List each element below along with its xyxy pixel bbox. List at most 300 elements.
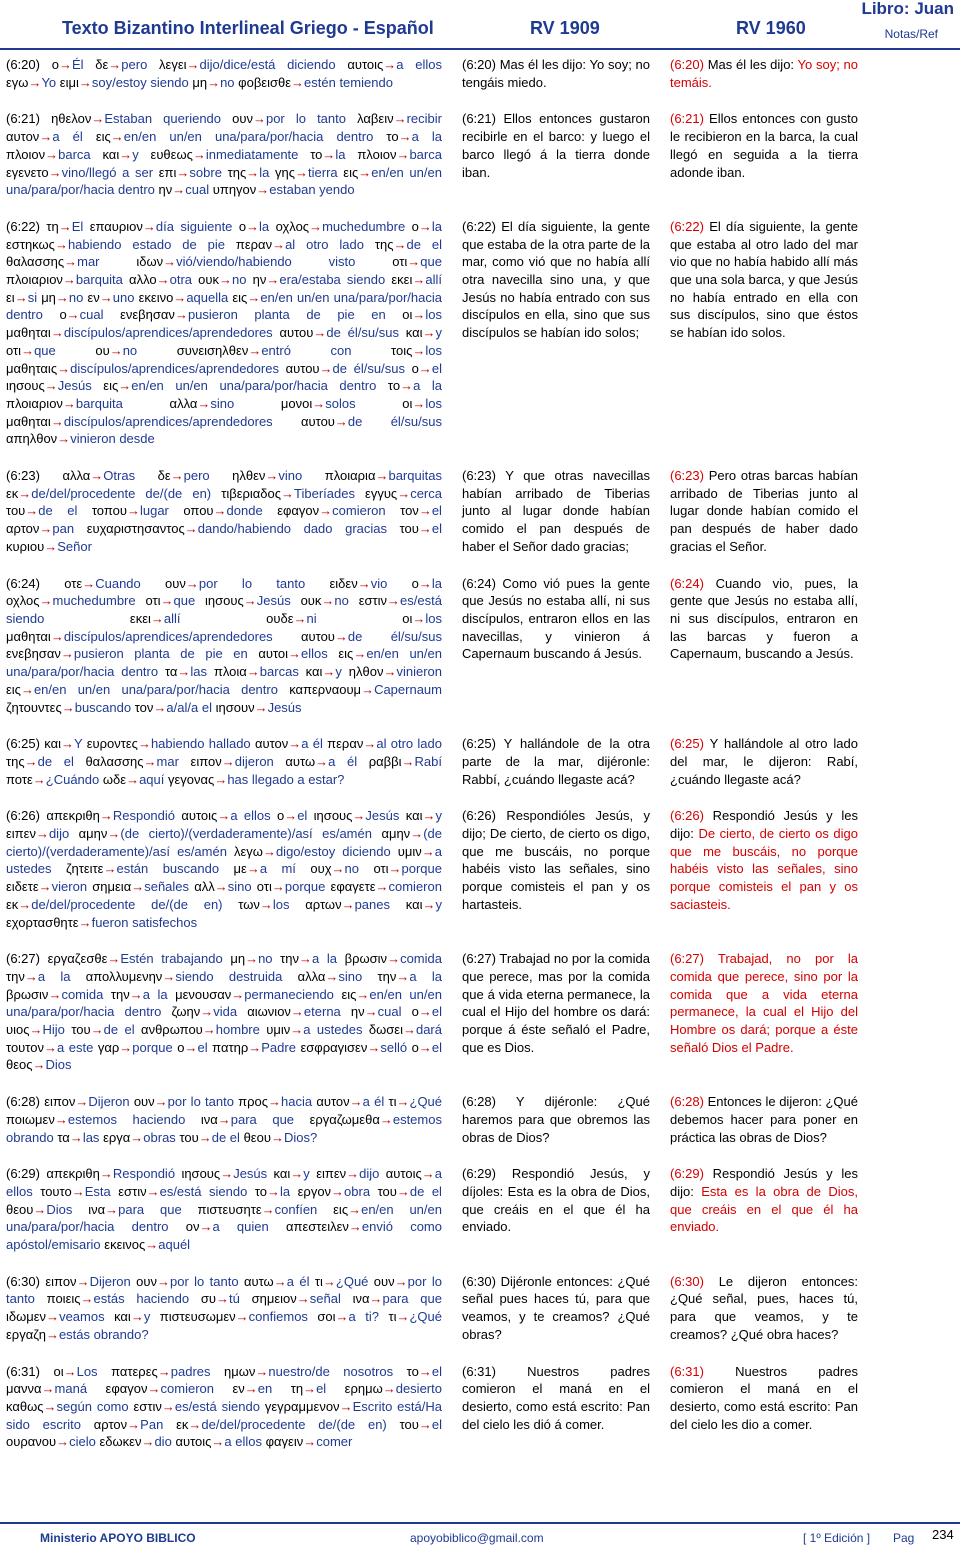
word-pair [86, 969, 283, 984]
word-pair [388, 1094, 442, 1109]
spanish-gloss: y [335, 664, 342, 680]
word-pair [6, 361, 279, 376]
greek-word: του [377, 1183, 397, 1199]
word-pair [98, 1040, 173, 1055]
arrow-icon: → [375, 879, 389, 895]
spanish-gloss: a ellos [396, 57, 442, 72]
word-pair [236, 237, 364, 252]
spanish-gloss: de el [103, 1022, 135, 1038]
spanish-gloss: la [259, 218, 270, 234]
word-pair [388, 378, 442, 393]
greek-word: πιστευσητε [197, 1201, 262, 1217]
arrow-icon: → [387, 951, 401, 967]
greek-word: μη [192, 74, 208, 90]
greek-word: εφαγον [277, 503, 320, 519]
spanish-gloss: los [425, 395, 442, 411]
spanish-gloss: en [257, 1381, 273, 1397]
word-pair [400, 503, 442, 518]
words-of-jesus: De cierto, de cierto os digo que me buscáis, no porque habéis visto las señales, sino porque comisteis el pan y os saciasteis. [670, 826, 858, 912]
greek-word: υμιν [397, 843, 422, 859]
word-pair [94, 1417, 164, 1432]
word-pair [183, 503, 262, 518]
arrow-icon: → [331, 1183, 345, 1199]
greek-word: δε [157, 468, 171, 484]
page-footer [0, 1522, 960, 1550]
word-pair [85, 754, 179, 769]
greek-word: ο [411, 1004, 419, 1020]
arrow-icon: → [388, 861, 402, 877]
word-pair [165, 664, 207, 679]
spanish-gloss: comida [61, 986, 104, 1002]
greek-word: τουτο [40, 1183, 72, 1199]
greek-word: ποιεις [46, 1291, 81, 1307]
rv1960-verse: Ellos entonces con gusto le recibieron en la barca, la cual llegó en seguida a la tierra adonde iban. [670, 111, 858, 180]
word-pair [388, 1309, 442, 1324]
rv1909-text [462, 1363, 650, 1452]
arrow-icon: → [358, 164, 372, 180]
word-pair [228, 165, 270, 180]
greek-word: εργαζη [6, 1326, 46, 1342]
arrow-icon: → [247, 289, 261, 305]
arrow-icon: → [295, 164, 309, 180]
verse-reference: (6:28) [670, 1094, 704, 1110]
word-pair [47, 1291, 189, 1306]
word-pair [6, 1022, 65, 1037]
arrow-icon: → [103, 861, 117, 877]
column-heading-rv1960: RV 1960 [736, 18, 806, 38]
arrow-icon: → [119, 1039, 133, 1055]
greek-word: αυτον [6, 129, 40, 145]
greek-word: εκει [129, 610, 151, 626]
greek-word: αυτον [254, 736, 289, 752]
spanish-gloss: dio [154, 1434, 172, 1450]
greek-word: ειδεν [329, 575, 358, 591]
greek-word: ευχαριστησαντος [86, 521, 185, 537]
arrow-icon: → [421, 1166, 435, 1182]
spanish-gloss: soy/estoy siendo [91, 74, 189, 90]
spanish-gloss: ¿Qué [409, 1309, 442, 1325]
spanish-gloss: estemos haciendo [67, 1111, 186, 1127]
word-pair [232, 111, 346, 126]
word-pair [114, 1309, 150, 1324]
greek-word: αρτον [6, 521, 40, 537]
arrow-icon: → [50, 628, 64, 644]
spanish-gloss: a ellos [224, 1434, 262, 1450]
greek-word: το [386, 129, 399, 145]
spanish-gloss: Los [76, 1363, 98, 1379]
greek-word: υπηγον [212, 182, 257, 198]
word-pair [257, 879, 326, 894]
greek-word: βρωσιν [344, 951, 388, 967]
arrow-icon: → [412, 610, 426, 626]
spanish-gloss: la [431, 575, 442, 591]
spanish-gloss: nuestro/de nosotros [268, 1363, 394, 1379]
greek-word: γεγονας [168, 771, 215, 787]
word-pair [316, 1166, 379, 1181]
arrow-icon: → [33, 1201, 47, 1217]
greek-word: αυτοις [385, 1166, 422, 1182]
spanish-gloss: Yo [41, 74, 57, 90]
spanish-gloss: los [272, 896, 290, 912]
greek-word: ο [411, 1039, 419, 1055]
word-pair [176, 1417, 387, 1432]
greek-word: μαννα [6, 1381, 42, 1397]
greek-word: κυριου [6, 538, 45, 554]
greek-word: πιστευσωμεν [159, 1309, 236, 1325]
arrow-icon: → [266, 272, 280, 288]
arrow-icon: → [281, 485, 295, 501]
greek-word: τι [388, 1309, 397, 1325]
greek-word: ιησους [6, 378, 45, 394]
verse-reference: (6:23) [6, 468, 40, 484]
spanish-gloss: maná [54, 1381, 88, 1397]
arrow-icon: → [131, 879, 145, 895]
arrow-icon: → [105, 1201, 119, 1217]
verse-reference: (6:21) [6, 111, 40, 127]
greek-word: οι [402, 395, 413, 411]
greek-word: την [6, 968, 25, 984]
spanish-gloss: barca [409, 146, 442, 162]
verse-table [6, 56, 956, 1470]
arrow-icon: → [290, 1022, 304, 1038]
spanish-gloss: vieron [51, 879, 88, 895]
greek-word: ο [51, 57, 59, 72]
verse-row [6, 1165, 956, 1254]
spanish-gloss: por lo tanto [6, 1273, 442, 1307]
arrow-icon: → [375, 468, 389, 484]
word-pair [181, 808, 270, 823]
word-pair [181, 1166, 267, 1181]
greek-word: εκει [391, 272, 413, 288]
contact-email: apoyobiblico@gmail.com [410, 1531, 544, 1545]
arrow-icon: → [394, 1273, 408, 1289]
word-pair [64, 576, 141, 591]
arrow-icon: → [262, 843, 276, 859]
spanish-gloss: Jesús [267, 699, 302, 715]
word-pair [6, 1327, 149, 1342]
word-pair [412, 361, 442, 376]
word-pair [6, 503, 77, 518]
greek-word: απεκριθη [46, 808, 100, 824]
spanish-gloss: Hijo [42, 1022, 65, 1038]
spanish-gloss: vió/viendo/habiendo visto [176, 254, 356, 270]
word-pair [280, 951, 337, 966]
word-pair [198, 1202, 318, 1217]
arrow-icon: → [161, 1399, 175, 1414]
spanish-gloss: de el [406, 236, 442, 252]
spanish-gloss: cual [79, 307, 104, 323]
greek-word: ην [158, 182, 173, 198]
interlinear-text [6, 467, 442, 556]
verse-reference: (6:20) [670, 57, 704, 72]
arrow-icon: → [213, 503, 227, 519]
arrow-icon: → [396, 1183, 410, 1199]
arrow-icon: → [303, 1434, 317, 1450]
spanish-gloss: de/del/procedente de/(de en) [31, 485, 212, 501]
greek-word: αυτω [285, 753, 316, 769]
spanish-gloss: a ti? [348, 1309, 379, 1325]
arrow-icon: → [361, 681, 375, 697]
greek-word: οτι [392, 254, 408, 270]
word-pair [412, 1040, 442, 1055]
arrow-icon: → [422, 808, 436, 824]
greek-word: υμιν [266, 1022, 291, 1038]
spanish-gloss: el [431, 1416, 442, 1432]
arrow-icon: → [383, 664, 397, 680]
arrow-icon: → [184, 521, 198, 537]
greek-word: και [305, 664, 323, 680]
greek-word: ποτε [6, 771, 33, 787]
spanish-gloss: Estén trabajando [120, 951, 223, 967]
word-pair [369, 1022, 442, 1037]
spanish-gloss: mar [156, 753, 179, 769]
greek-word: αυτου [285, 360, 320, 376]
spanish-gloss: a ellos [6, 1166, 442, 1199]
arrow-icon: → [346, 1166, 360, 1182]
greek-word: τη [290, 1381, 304, 1397]
word-pair [87, 521, 387, 536]
rv1960-text [670, 467, 858, 556]
spanish-gloss: están buscando [116, 861, 220, 877]
word-pair [194, 879, 251, 894]
arrow-icon: → [58, 218, 72, 234]
spanish-gloss: a la [411, 129, 442, 145]
word-pair [6, 879, 87, 894]
spanish-gloss: no [220, 74, 235, 90]
word-pair [330, 576, 388, 591]
interlinear-text [6, 56, 442, 91]
spanish-gloss: ¿Cuándo [45, 771, 100, 787]
arrow-icon: → [322, 664, 336, 680]
arrow-icon: → [118, 378, 132, 394]
interlinear-text [6, 1093, 442, 1146]
spanish-gloss: a la [409, 968, 442, 984]
spanish-gloss: donde [226, 503, 263, 519]
arrow-icon: → [303, 1381, 317, 1397]
spanish-gloss: permaneciendo [244, 986, 334, 1002]
arrow-icon: → [288, 646, 302, 662]
spanish-gloss: en/en un/en una/para/por/hacia dentro [6, 646, 442, 680]
greek-word: αρτον [93, 1416, 128, 1432]
arrow-icon: → [396, 1309, 410, 1325]
arrow-icon: → [99, 1166, 113, 1182]
arrow-icon: → [24, 753, 38, 769]
arrow-icon: → [172, 182, 186, 198]
greek-word: ουκ [198, 272, 219, 288]
word-pair [305, 897, 390, 912]
arrow-icon: → [271, 879, 285, 895]
word-pair [96, 129, 374, 144]
arrow-icon: → [220, 1166, 234, 1182]
greek-word: θεου [6, 1201, 34, 1217]
spanish-gloss: es/está siendo [159, 1183, 248, 1199]
spanish-gloss: estás obrando? [58, 1326, 149, 1342]
interlinear-text [6, 735, 442, 788]
greek-word: λεγω [234, 843, 263, 859]
spanish-gloss: recibir [406, 111, 442, 127]
greek-word: οπου [183, 503, 214, 519]
spanish-gloss: a él [301, 736, 323, 752]
spanish-gloss: ellos [301, 646, 328, 662]
greek-word: εστιν [358, 593, 388, 609]
word-pair [253, 272, 386, 287]
greek-word: επι [158, 164, 177, 180]
arrow-icon: → [357, 575, 371, 591]
greek-word: ινα [352, 1291, 370, 1307]
word-pair [316, 1094, 384, 1109]
spanish-gloss: Jesús [233, 1166, 268, 1182]
verse-reference: (6:24) [670, 575, 704, 591]
word-pair [6, 897, 223, 912]
spanish-gloss: Escrito está/Ha sido escrito [6, 1399, 442, 1432]
arrow-icon: → [39, 521, 53, 537]
arrow-icon: → [91, 111, 105, 127]
spanish-gloss: estén temiendo [304, 74, 393, 90]
word-pair [87, 736, 251, 751]
arrow-icon: → [69, 1129, 83, 1145]
spanish-gloss: habiendo hallado [150, 736, 251, 752]
arrow-icon: → [407, 254, 421, 270]
greek-word: του [399, 521, 419, 537]
greek-word: αυτω [243, 1273, 274, 1289]
verse-row [6, 467, 956, 556]
word-pair [57, 1130, 99, 1145]
arrow-icon: → [54, 1111, 68, 1127]
spanish-gloss: es/está siendo [174, 1399, 260, 1414]
word-pair [300, 1040, 407, 1055]
word-pair [6, 987, 103, 1002]
word-pair [258, 646, 327, 661]
greek-word: επαυριον [89, 218, 143, 234]
spanish-gloss: comieron [388, 879, 442, 895]
arrow-icon: → [401, 753, 415, 769]
spanish-gloss: si [27, 289, 38, 305]
greek-word: συνεισηλθεν [176, 342, 249, 358]
greek-word: ημων [224, 1363, 256, 1379]
verse-reference: (6:26) [670, 808, 704, 824]
word-pair [412, 219, 442, 234]
greek-word: ο [411, 218, 419, 234]
word-pair [289, 682, 442, 697]
greek-word: ην [252, 272, 267, 288]
word-pair [6, 414, 273, 429]
spanish-gloss: a/al/a el [166, 699, 212, 715]
verse-row [6, 807, 956, 931]
word-pair [103, 378, 376, 393]
word-pair [347, 57, 442, 72]
verse-reference: (6:30) [670, 1273, 704, 1289]
word-pair [315, 1274, 369, 1289]
greek-word: εχορτασθητε [6, 914, 79, 930]
greek-word: εδωκεν [99, 1434, 142, 1450]
word-pair [95, 57, 147, 72]
greek-word: σημειον [251, 1291, 297, 1307]
arrow-icon: → [45, 1326, 59, 1342]
word-pair [238, 1094, 312, 1109]
greek-word: εφαγετε [330, 879, 376, 895]
rv1909-verse: Respondióles Jesús, y dijo; De cierto, de cierto os digo, que me buscáis, no porque habéis visto las señales, sino porque comisteis el pan y os hartasteis. [462, 808, 650, 912]
word-pair [412, 576, 442, 591]
word-pair [244, 1274, 309, 1289]
greek-word: οι [53, 1363, 64, 1379]
word-pair [198, 272, 246, 287]
word-pair [6, 254, 100, 269]
verse-reference: (6:25) [6, 736, 40, 752]
verse-reference: (6:27) [462, 951, 496, 967]
greek-word: ιδων [136, 254, 164, 270]
spanish-gloss: y [435, 325, 442, 341]
spanish-gloss: y [132, 146, 139, 162]
greek-word: του [6, 503, 26, 519]
greek-word: οι [402, 307, 413, 323]
arrow-icon: → [418, 218, 432, 234]
word-pair [6, 486, 211, 501]
word-pair [46, 1166, 175, 1181]
greek-word: ενεβησαν [120, 307, 175, 323]
word-pair [168, 772, 344, 787]
arrow-icon: → [284, 808, 298, 824]
spanish-gloss: vio [370, 575, 388, 591]
spanish-gloss: de/del/procedente de/(de en) [201, 1416, 387, 1432]
arrow-icon: → [319, 360, 333, 376]
word-pair [6, 129, 83, 144]
greek-word: τον [400, 503, 419, 519]
word-pair [216, 700, 302, 715]
arrow-icon: → [14, 289, 28, 305]
greek-word: ποιωμεν [6, 1111, 55, 1127]
spanish-gloss: vino [278, 468, 303, 484]
greek-word: ηθελον [51, 111, 92, 127]
arrow-icon: → [50, 325, 64, 341]
word-pair [407, 1364, 442, 1379]
spanish-gloss: Dijeron [88, 1094, 130, 1110]
spanish-gloss: desierto [395, 1381, 442, 1397]
rv1960-verse: Pero otras barcas habían arribado de Tiberias junto al lugar donde habían comido el pan después de haber dado gracias el Señor. [670, 468, 858, 554]
greek-word: εις [6, 681, 21, 697]
word-pair [6, 646, 248, 661]
arrow-icon: → [157, 1363, 171, 1379]
rv1960-verse: Entonces le dijeron: ¿Qué debemos hacer para poner en práctica las obras de Dios? [670, 1094, 858, 1145]
greek-word: ζητειτε [65, 861, 104, 877]
arrow-icon: → [32, 1057, 46, 1073]
greek-word: πλοιαρια [324, 468, 376, 484]
arrow-icon: → [412, 395, 426, 411]
spanish-gloss: dijeron [234, 753, 274, 769]
rv1909-text [462, 218, 650, 448]
spanish-gloss: dijo [48, 826, 70, 842]
word-pair [239, 219, 269, 234]
arrow-icon: → [235, 1309, 249, 1325]
word-pair [104, 1237, 190, 1252]
spanish-gloss: y [303, 1166, 310, 1182]
arrow-icon: → [243, 593, 257, 609]
arrow-icon: → [334, 628, 348, 644]
arrow-icon: → [309, 218, 323, 234]
spanish-gloss: no [344, 861, 359, 877]
spanish-gloss: para que [230, 1111, 295, 1127]
arrow-icon: → [18, 485, 32, 501]
word-pair [351, 1004, 402, 1019]
rv1909-text [462, 575, 650, 717]
word-pair [46, 808, 175, 823]
greek-word: του [179, 1129, 199, 1145]
arrow-icon: → [252, 111, 266, 127]
spanish-gloss: en/en un/en una/para/por/hacia dentro [6, 289, 442, 323]
word-pair [53, 1364, 97, 1379]
word-pair [224, 1364, 393, 1379]
rv1960-text [670, 110, 858, 199]
spanish-gloss: pero [183, 468, 210, 484]
